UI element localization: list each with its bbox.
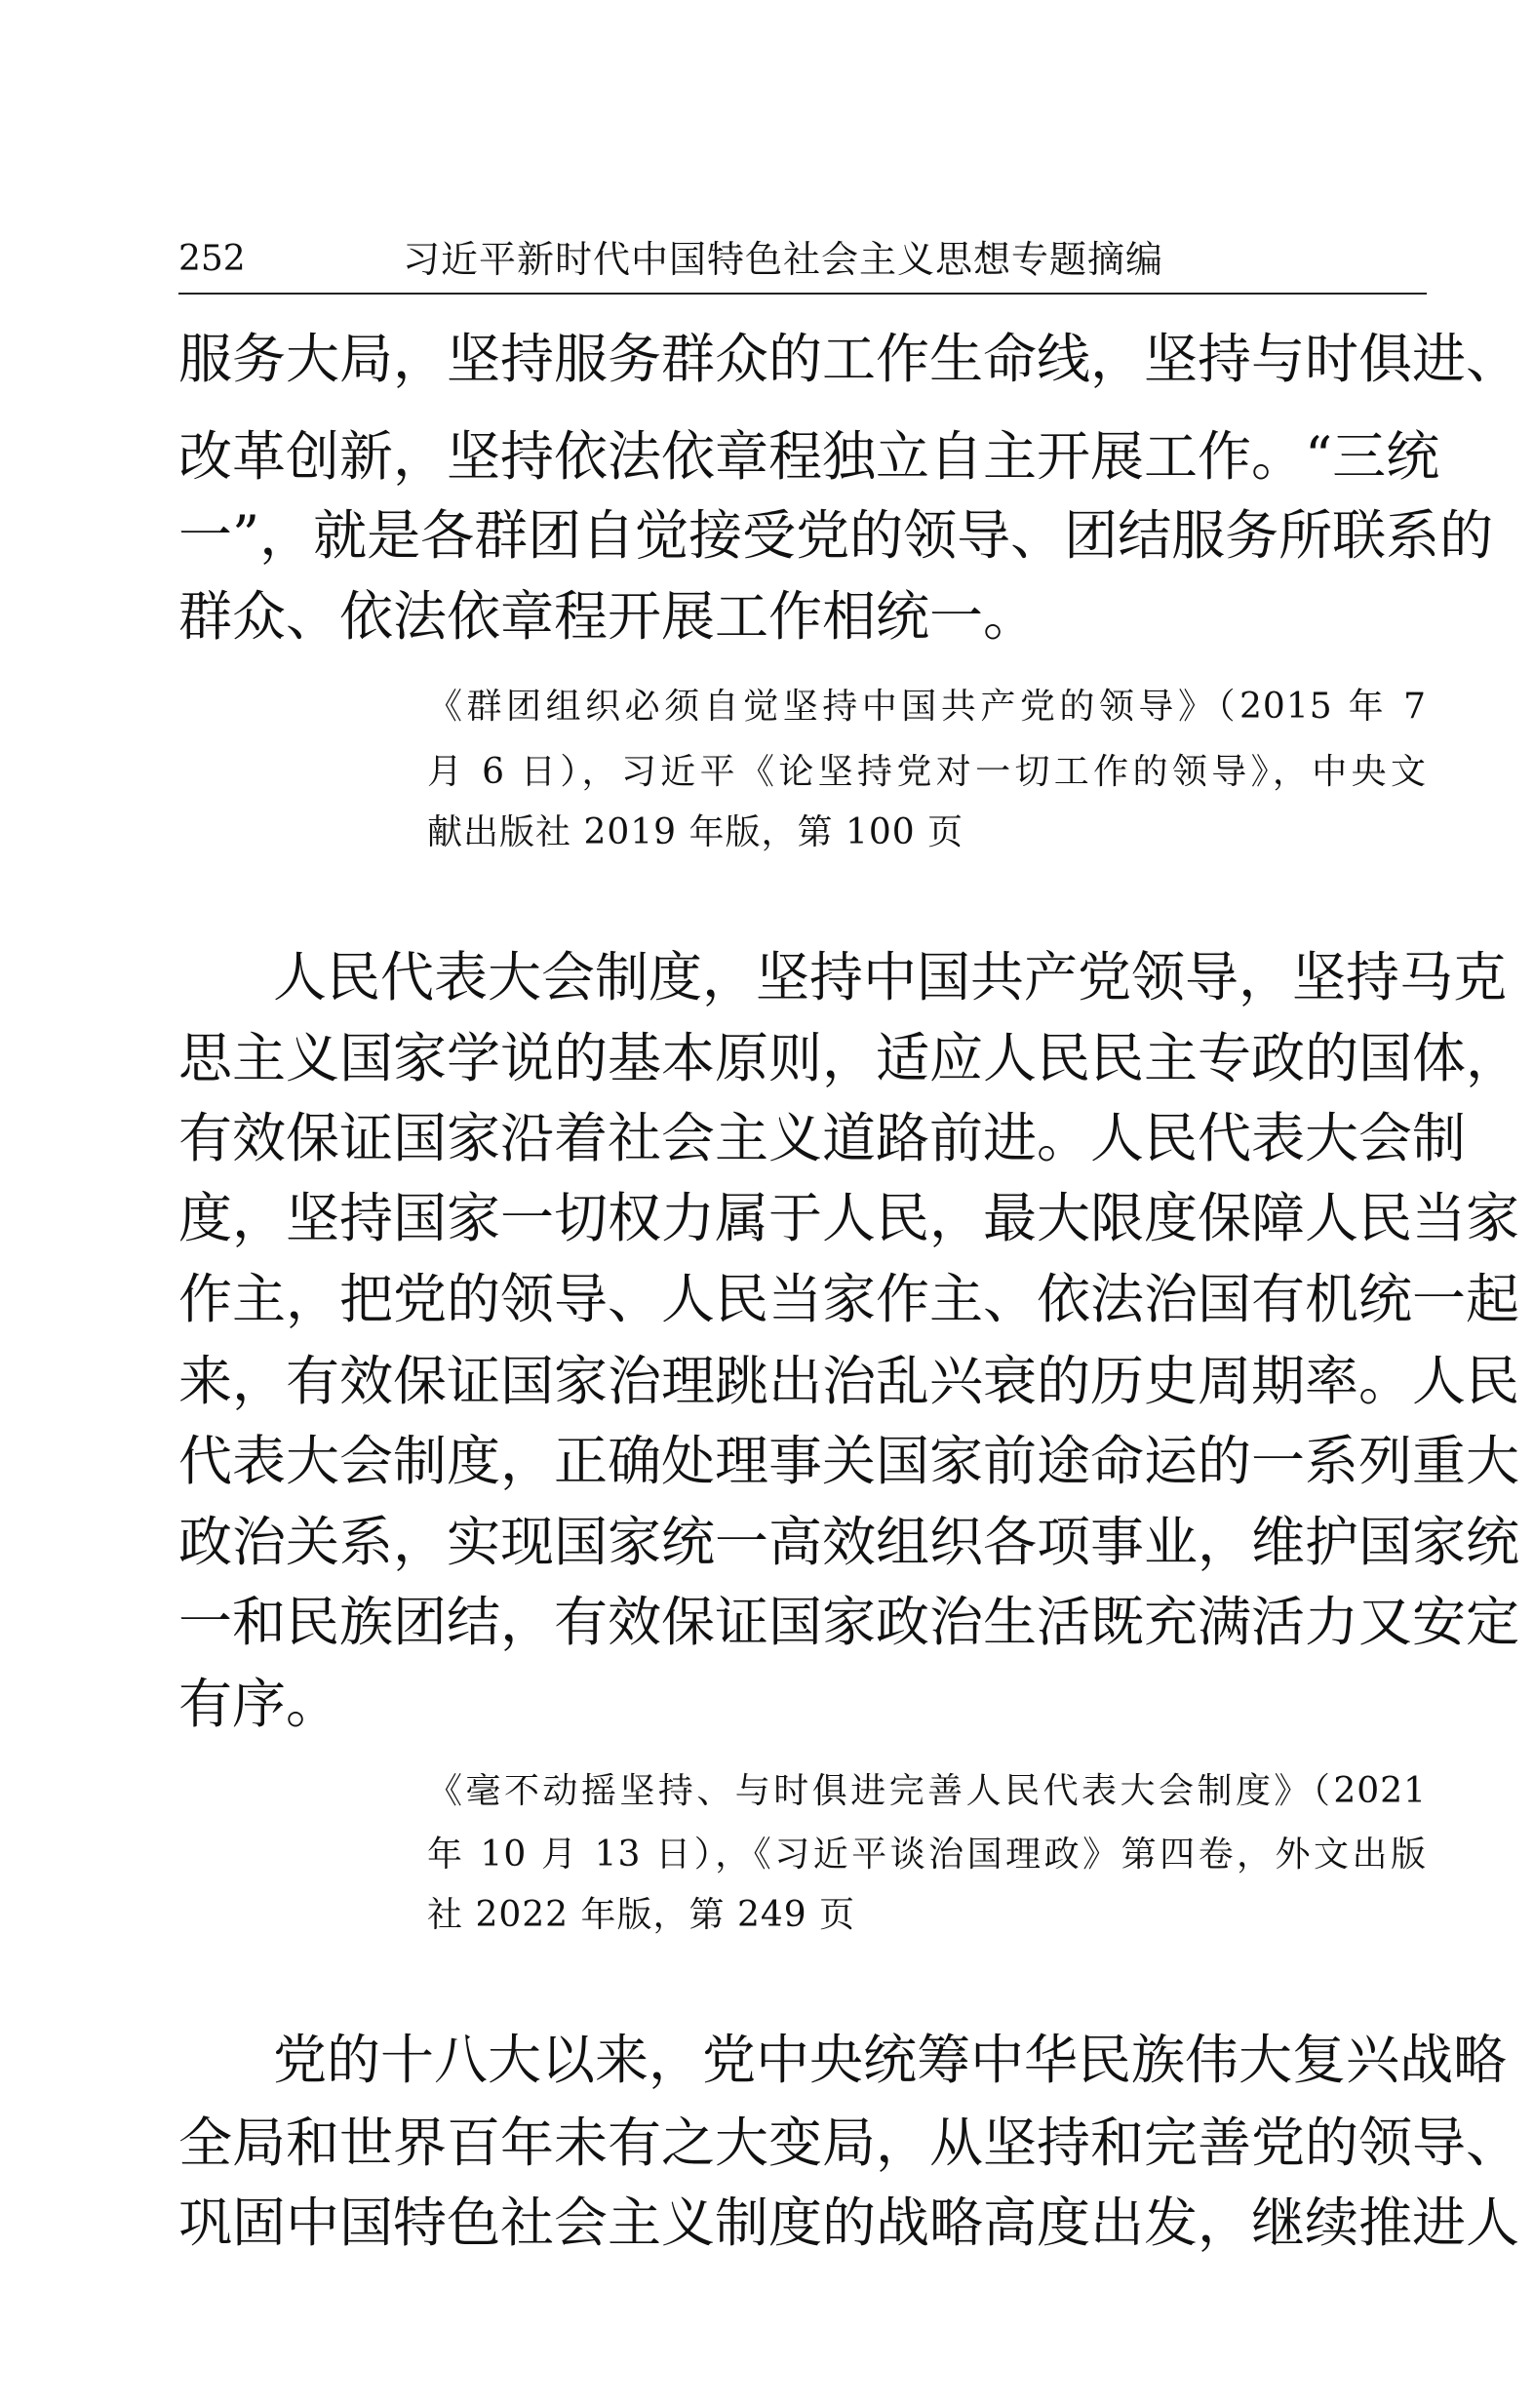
paragraph-line: 一”，就是各群团自觉接受党的领导、团结服务所联系的: [178, 504, 1494, 567]
paragraph-line: 作主，把党的领导、人民当家作主、依法治国有机统一起: [178, 1268, 1520, 1330]
paragraph-line: 党的十八大以来，党中央统筹中华民族伟大复兴战略: [273, 2029, 1508, 2091]
running-head: [178, 230, 1427, 289]
book-title: 习近平新时代中国特色社会主义思想专题摘编: [403, 238, 1164, 281]
paragraph-line: 人民代表大会制度，坚持中国共产党领导，坚持马克: [273, 946, 1508, 1008]
header-rule: [178, 293, 1427, 295]
paragraph-line: 度，坚持国家一切权力属于人民，最大限度保障人民当家: [178, 1187, 1520, 1249]
citation-line: 《毫不动摇坚持、与时俱进完善人民代表大会制度》（2021: [427, 1771, 1427, 1811]
citation-line: 月 6 日），习近平《论坚持党对一切工作的领导》，中央文: [427, 752, 1427, 792]
paragraph-line: 群众、依法依章程开展工作相统一。: [178, 585, 1038, 648]
paragraph-line: 有效保证国家沿着社会主义道路前进。人民代表大会制: [178, 1107, 1467, 1169]
paragraph-line: 一和民族团结，有效保证国家政治生活既充满活力又安定: [178, 1591, 1520, 1653]
paragraph-line: 代表大会制度，正确处理事关国家前途命运的一系列重大: [178, 1430, 1520, 1492]
citation-line: 献出版社 2019 年版，第 100 页: [427, 812, 964, 852]
citation-line: 年 10 月 13 日），《习近平谈治国理政》第四卷，外文出版: [427, 1835, 1427, 1875]
paragraph-line: 改革创新，坚持依法依章程独立自主开展工作。“三统: [178, 425, 1440, 488]
citation-line: 《群团组织必须自觉坚持中国共产党的领导》（2015 年 7: [427, 687, 1427, 727]
citation-line: 社 2022 年版，第 249 页: [427, 1895, 856, 1935]
paragraph-line: 来，有效保证国家治理跳出治乱兴衰的历史周期率。人民: [178, 1350, 1520, 1412]
paragraph-line: 巩固中国特色社会主义制度的战略高度出发，继续推进人: [178, 2191, 1520, 2254]
paragraph-line: 服务大局，坚持服务群众的工作生命线，坚持与时俱进、: [178, 328, 1520, 390]
paragraph-line: 思主义国家学说的基本原则，适应人民民主专政的国体，: [178, 1027, 1520, 1089]
paragraph-line: 政治关系，实现国家统一高效组织各项事业，维护国家统: [178, 1511, 1520, 1573]
paragraph-line: 有序。: [178, 1673, 340, 1735]
paragraph-line: 全局和世界百年未有之大变局，从坚持和完善党的领导、: [178, 2112, 1520, 2174]
page-number: 252: [178, 239, 246, 279]
